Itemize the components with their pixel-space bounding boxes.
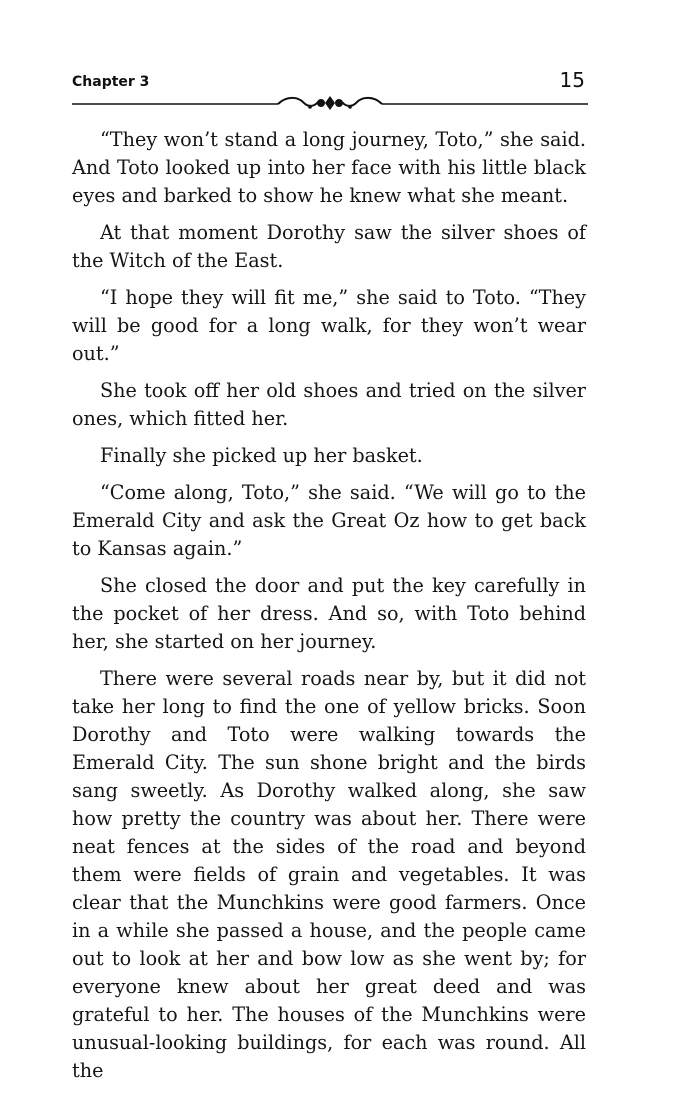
paragraph-4: She took off her old shoes and tried on the silver ones, which fitted her. <box>72 379 586 430</box>
paragraph-5: Finally she picked up her basket. <box>100 444 423 467</box>
paragraph-6: “Come along, Toto,” she said. “We will go to the Emerald City and ask the Great Oz how to get back to Kansas again.” <box>72 481 586 560</box>
paragraph-7: She closed the door and put the key carefully in the pocket of her dress. And so, with Toto behind her, she started on her journey. <box>72 574 586 653</box>
body-text <box>72 126 586 1094</box>
paragraph-8: There were several roads near by, but it did not take her long to find the one of yellow bricks. Soon Dorothy and Toto were walking towards the Emerald City. The sun shone bright and the birds sang sweetly. As Dorothy walked along, she saw how pretty the country was about her. There were neat fences at the sides of the road and beyond them were fields of grain and vegetables. It was clear that the Munchkins were good farmers. Once in a while she passed a house, and the people came out to look at her and bow low as she went by; for everyone knew about her great deed and was grateful to her. The houses of the Munchkins were unusual-looking buildings, for each was round. All the <box>72 667 586 1082</box>
paragraph-1: “They won’t stand a long journey, Toto,” she said. And Toto looked up into her face with his little black eyes and barked to show he knew what she meant. <box>72 128 586 207</box>
paragraph-2: At that moment Dorothy saw the silver shoes of the Witch of the East. <box>72 221 586 272</box>
page-number: 15 <box>559 68 585 92</box>
header-ornament-icon <box>72 94 588 112</box>
paragraph-3: “I hope they will fit me,” she said to Toto. “They will be good for a long walk, for they won’t wear out.” <box>72 286 586 365</box>
chapter-label: Chapter 3 <box>72 74 150 90</box>
page-header <box>72 68 588 108</box>
